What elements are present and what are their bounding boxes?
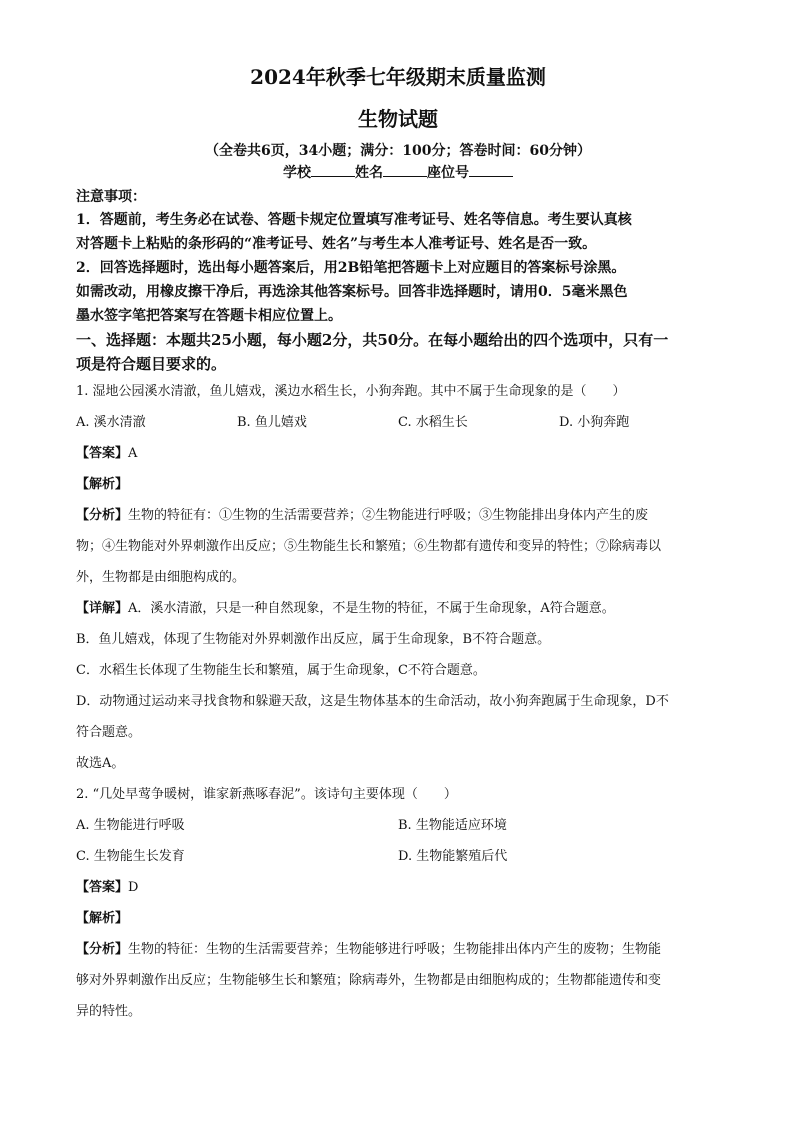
field-school-blank xyxy=(311,162,355,177)
notice-item-2-line-2: 如需改动，用橡皮擦干净后，再选涂其他答案标号。回答非选择题时，请用0．5毫米黑色 xyxy=(76,284,628,300)
question-2-option-d: D. 生物能繁殖后代 xyxy=(398,849,508,864)
field-seat-blank xyxy=(469,162,513,177)
xiangjie-text: A．溪水清澈，只是一种自然现象，不是生物的特征，不属于生命现象，A符合题意。 xyxy=(128,601,615,616)
question-1-option-b: B. 鱼儿嬉戏 xyxy=(237,415,307,430)
exam-title: 2024年秋季七年级期末质量监测 xyxy=(250,65,546,89)
question-1-conclusion: 故选A。 xyxy=(76,756,125,771)
notice-heading: 注意事项： xyxy=(76,189,146,205)
field-seat-label: 座位号 xyxy=(427,165,469,181)
question-1-option-a: A. 溪水清澈 xyxy=(76,415,146,430)
question-2-options-row-1 xyxy=(76,810,720,841)
question-2-fenxi-line-1 xyxy=(76,934,720,965)
student-info-fields xyxy=(76,162,720,184)
exam-subject: 生物试题 xyxy=(358,107,438,131)
notice-item-2-line-1: 2．回答选择题时，选出每小题答案后，用2B铅笔把答题卡上对应题目的答案标号涂黑。 xyxy=(76,260,626,276)
fenxi-tag: 【分析】 xyxy=(76,942,129,957)
question-1-fenxi-line-2: 物；④生物能对外界刺激作出反应；⑤生物能生长和繁殖；⑥生物都有遗传和变异的特性；⑦除病毒以 xyxy=(76,539,662,554)
question-2-option-b: B. 生物能适应环境 xyxy=(398,818,507,833)
field-school-label: 学校 xyxy=(283,165,311,181)
question-1-options xyxy=(76,407,720,438)
question-2-option-c: C. 生物能生长发育 xyxy=(76,849,185,864)
field-name-label: 姓名 xyxy=(355,165,383,181)
section-heading-line-2: 项是符合题目要求的。 xyxy=(76,355,227,373)
question-2-answer xyxy=(76,872,720,903)
question-1-analysis-heading xyxy=(76,469,720,500)
analysis-tag: 【解析】 xyxy=(76,911,129,926)
question-1-option-c: C. 水稻生长 xyxy=(398,415,468,430)
question-2-stem: 2. “几处早莺争暖树，谁家新燕啄春泥”。该诗句主要体现（ ） xyxy=(76,787,457,802)
analysis-tag: 【解析】 xyxy=(76,477,129,492)
notice-item-1-line-1: 1．答题前，考生务必在试卷、答题卡规定位置填写准考证号、姓名等信息。考生要认真核 xyxy=(76,212,632,228)
answer-value: A xyxy=(128,446,138,461)
question-2-options-row-2 xyxy=(76,841,720,872)
answer-tag: 【答案】 xyxy=(76,880,129,895)
question-1-stem: 1. 湿地公园溪水清澈，鱼儿嬉戏，溪边水稻生长，小狗奔跑。其中不属于生命现象的是（ ） xyxy=(76,384,626,399)
answer-value: D xyxy=(128,880,139,895)
question-1-xiangjie-d-line-2: 符合题意。 xyxy=(76,725,142,740)
question-2-fenxi-line-3: 异的特性。 xyxy=(76,1004,142,1019)
answer-tag: 【答案】 xyxy=(76,446,129,461)
question-1-xiangjie-a xyxy=(76,593,720,624)
exam-meta: （全卷共6页，34小题；满分：100分；答卷时间：60分钟） xyxy=(205,143,591,159)
section-heading-line-1: 一、选择题：本题共25小题，每小题2分，共50分。在每小题给出的四个选项中，只有一 xyxy=(76,331,669,349)
fenxi-tag: 【分析】 xyxy=(76,508,129,523)
xiangjie-tag: 【详解】 xyxy=(76,601,129,616)
fenxi-text: 生物的特征有：①生物的生活需要营养；②生物能进行呼吸；③生物能排出身体内产生的废 xyxy=(128,508,649,523)
question-1-xiangjie-c: C．水稻生长体现了生物能生长和繁殖，属于生命现象，C不符合题意。 xyxy=(76,663,486,678)
field-name-blank xyxy=(383,162,427,177)
notice-item-1-line-2: 对答题卡上粘贴的条形码的“准考证号、姓名”与考生本人准考证号、姓名是否一致。 xyxy=(76,236,597,252)
question-1-answer xyxy=(76,438,720,469)
question-1-fenxi-line-3: 外，生物都是由细胞构成的。 xyxy=(76,570,246,585)
question-2-analysis-heading xyxy=(76,903,720,934)
notice-item-2-line-3: 墨水签字笔把答案写在答题卡相应位置上。 xyxy=(76,308,342,324)
page-content xyxy=(76,62,720,1027)
question-1-xiangjie-b: B．鱼儿嬉戏，体现了生物能对外界刺激作出反应，属于生命现象，B不符合题意。 xyxy=(76,632,551,647)
question-2-fenxi-line-2: 够对外界刺激作出反应；生物能够生长和繁殖；除病毒外，生物都是由细胞构成的；生物都能遗传和变 xyxy=(76,973,662,988)
question-2-option-a: A. 生物能进行呼吸 xyxy=(76,818,185,833)
question-1-xiangjie-d-line-1: D．动物通过运动来寻找食物和躲避天敌，这是生物体基本的生命活动，故小狗奔跑属于生命现象，D不 xyxy=(76,694,669,709)
fenxi-text: 生物的特征：生物的生活需要营养；生物能够进行呼吸；生物能排出体内产生的废物；生物能 xyxy=(128,942,662,957)
question-1-fenxi-line-1 xyxy=(76,500,720,531)
question-1-option-d: D. 小狗奔跑 xyxy=(559,415,630,430)
